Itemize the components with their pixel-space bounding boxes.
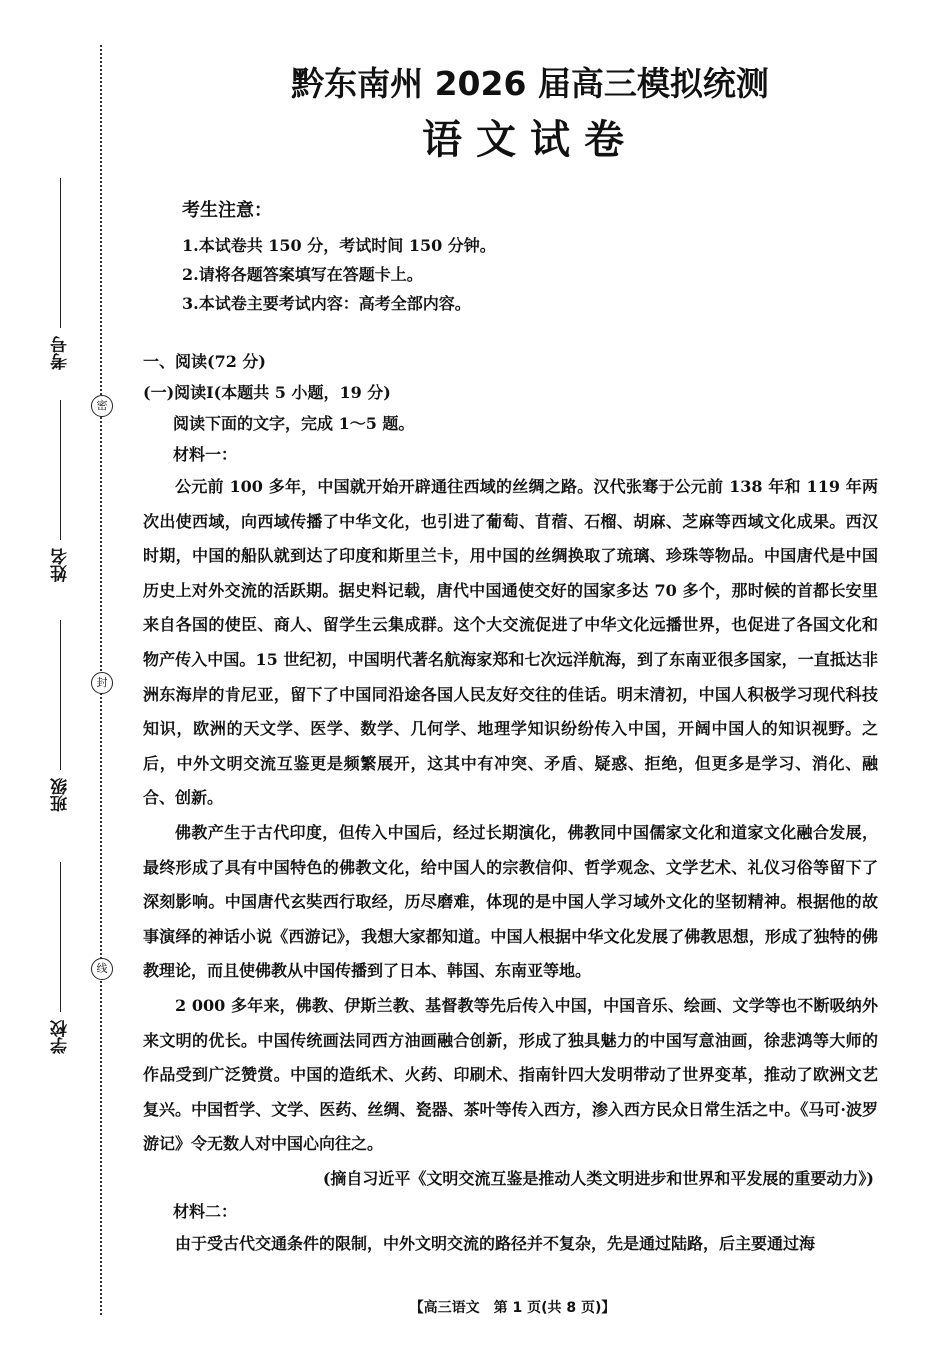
- name-underline: [60, 400, 61, 540]
- notice-title: 考生注意：: [182, 200, 272, 221]
- material-one-paragraph: 佛教产生于古代印度，但传入中国后，经过长期演化，佛教同中国儒家文化和道家文化融合发展，最终形成了具有中国特色的佛教文化，给中国人的宗教信仰、哲学观念、文学艺术、礼仪习俗等留下了深刻影响。中国唐代玄奘西行取经，历尽磨难，体现的是中国人学习域外文化的坚韧精神。根据他的故事演绎的神话小说《西游记》，我想大家都知道。中国人根据中华文化发展了佛教思想，形成了独特的佛教理论，而且使佛教从中国传播到了日本、韩国、东南亚等地。: [143, 822, 878, 981]
- exam-number-field[interactable]: [45, 178, 75, 370]
- notice-item: 3.本试卷主要考试内容：高考全部内容。: [182, 294, 471, 313]
- seal-xian: 线: [91, 958, 113, 980]
- class-field[interactable]: [45, 620, 75, 812]
- candidate-notice: [182, 196, 882, 318]
- class-label: 班级: [50, 778, 71, 812]
- name-field[interactable]: [45, 400, 75, 582]
- page-footer: 【高三语文 第 1 页(共 8 页)】: [409, 1300, 616, 1316]
- seal-mi: 密: [91, 395, 113, 417]
- material-two-label: 材料二：: [173, 1201, 238, 1221]
- school-field[interactable]: [45, 862, 75, 1054]
- notice-item: 2.请将各题答案填写在答题卡上。: [182, 265, 423, 284]
- material-one-paragraph: 2 000 多年来，佛教、伊斯兰教、基督教等先后传入中国，中国音乐、绘画、文学等也不断吸纳外来文明的优长。中国传统画法同西方油画融合创新，形成了独具魅力的中国写意油画，徐悲鸿等大师的作品受到广泛赞赏。中国的造纸术、火药、印刷术、指南针四大发明带动了世界变革，推动了欧洲文艺复兴。中国哲学、文学、医药、丝绸、瓷器、茶叶等传入西方，渗入西方民众日常生活之中。《马可·波罗游记》令无数人对中国心向往之。: [143, 995, 878, 1154]
- name-label: 姓名: [50, 548, 71, 582]
- material-one-source: (摘自习近平《文明交流互鉴是推动人类文明进步和世界和平发展的重要动力》): [322, 1168, 874, 1188]
- section-heading: 一、阅读(72 分): [143, 352, 266, 371]
- school-label: 学校: [50, 1020, 71, 1054]
- material-one-label: 材料一：: [173, 445, 238, 464]
- subject-title: 语文试卷: [422, 117, 638, 163]
- exam-number-underline: [60, 178, 61, 328]
- seal-feng: 封: [91, 672, 113, 694]
- exam-title: 黔东南州 2026 届高三模拟统测: [291, 64, 769, 103]
- instruction: 阅读下面的文字，完成 1～5 题。: [173, 414, 415, 433]
- notice-item: 1.本试卷共 150 分，考试时间 150 分钟。: [182, 236, 496, 255]
- material-one-paragraph: 公元前 100 多年，中国就开始开辟通往西域的丝绸之路。汉代张骞于公元前 138 年和 119 年两次出使西域，向西域传播了中华文化，也引进了葡萄、苜蓿、石榴、胡麻、芝麻等西域文化成果。西汉时期，中国的船队就到达了印度和斯里兰卡，用中国的丝绸换取了琉璃、珍珠等物品。中国唐代是中国历史上对外交流的活跃期。据史料记载，唐代中国通使交好的国家多达 70 多个，那时候的首都长安里来自各国的使臣、商人、留学生云集成群。这个大交流促进了中华文化远播世界，也促进了各国文化和物产传入中国。15 世纪初，中国明代著名航海家郑和七次远洋航海，到了东南亚很多国家，一直抵达非洲东海岸的肯尼亚，留下了中国同沿途各国人民友好交往的佳话。明末清初，中国人积极学习现代科技知识，欧洲的天文学、医学、数学、几何学、地理学知识纷纷传入中国，开阔中国人的知识视野。之后，中外文明交流互鉴更是频繁展开，这其中有冲突、矛盾、疑惑、拒绝，但更多是学习、消化、融合、创新。: [143, 477, 878, 808]
- reading-section: [143, 346, 878, 1261]
- sub-section-heading: (一)阅读Ⅰ(本题共 5 小题，19 分): [143, 383, 391, 402]
- material-two-paragraph: 由于受古代交通条件的限制，中外文明交流的路径并不复杂，先是通过陆路，后主要通过海: [175, 1233, 816, 1253]
- exam-number-label: 考号: [50, 336, 71, 370]
- school-underline: [60, 862, 61, 1012]
- class-underline: [60, 620, 61, 770]
